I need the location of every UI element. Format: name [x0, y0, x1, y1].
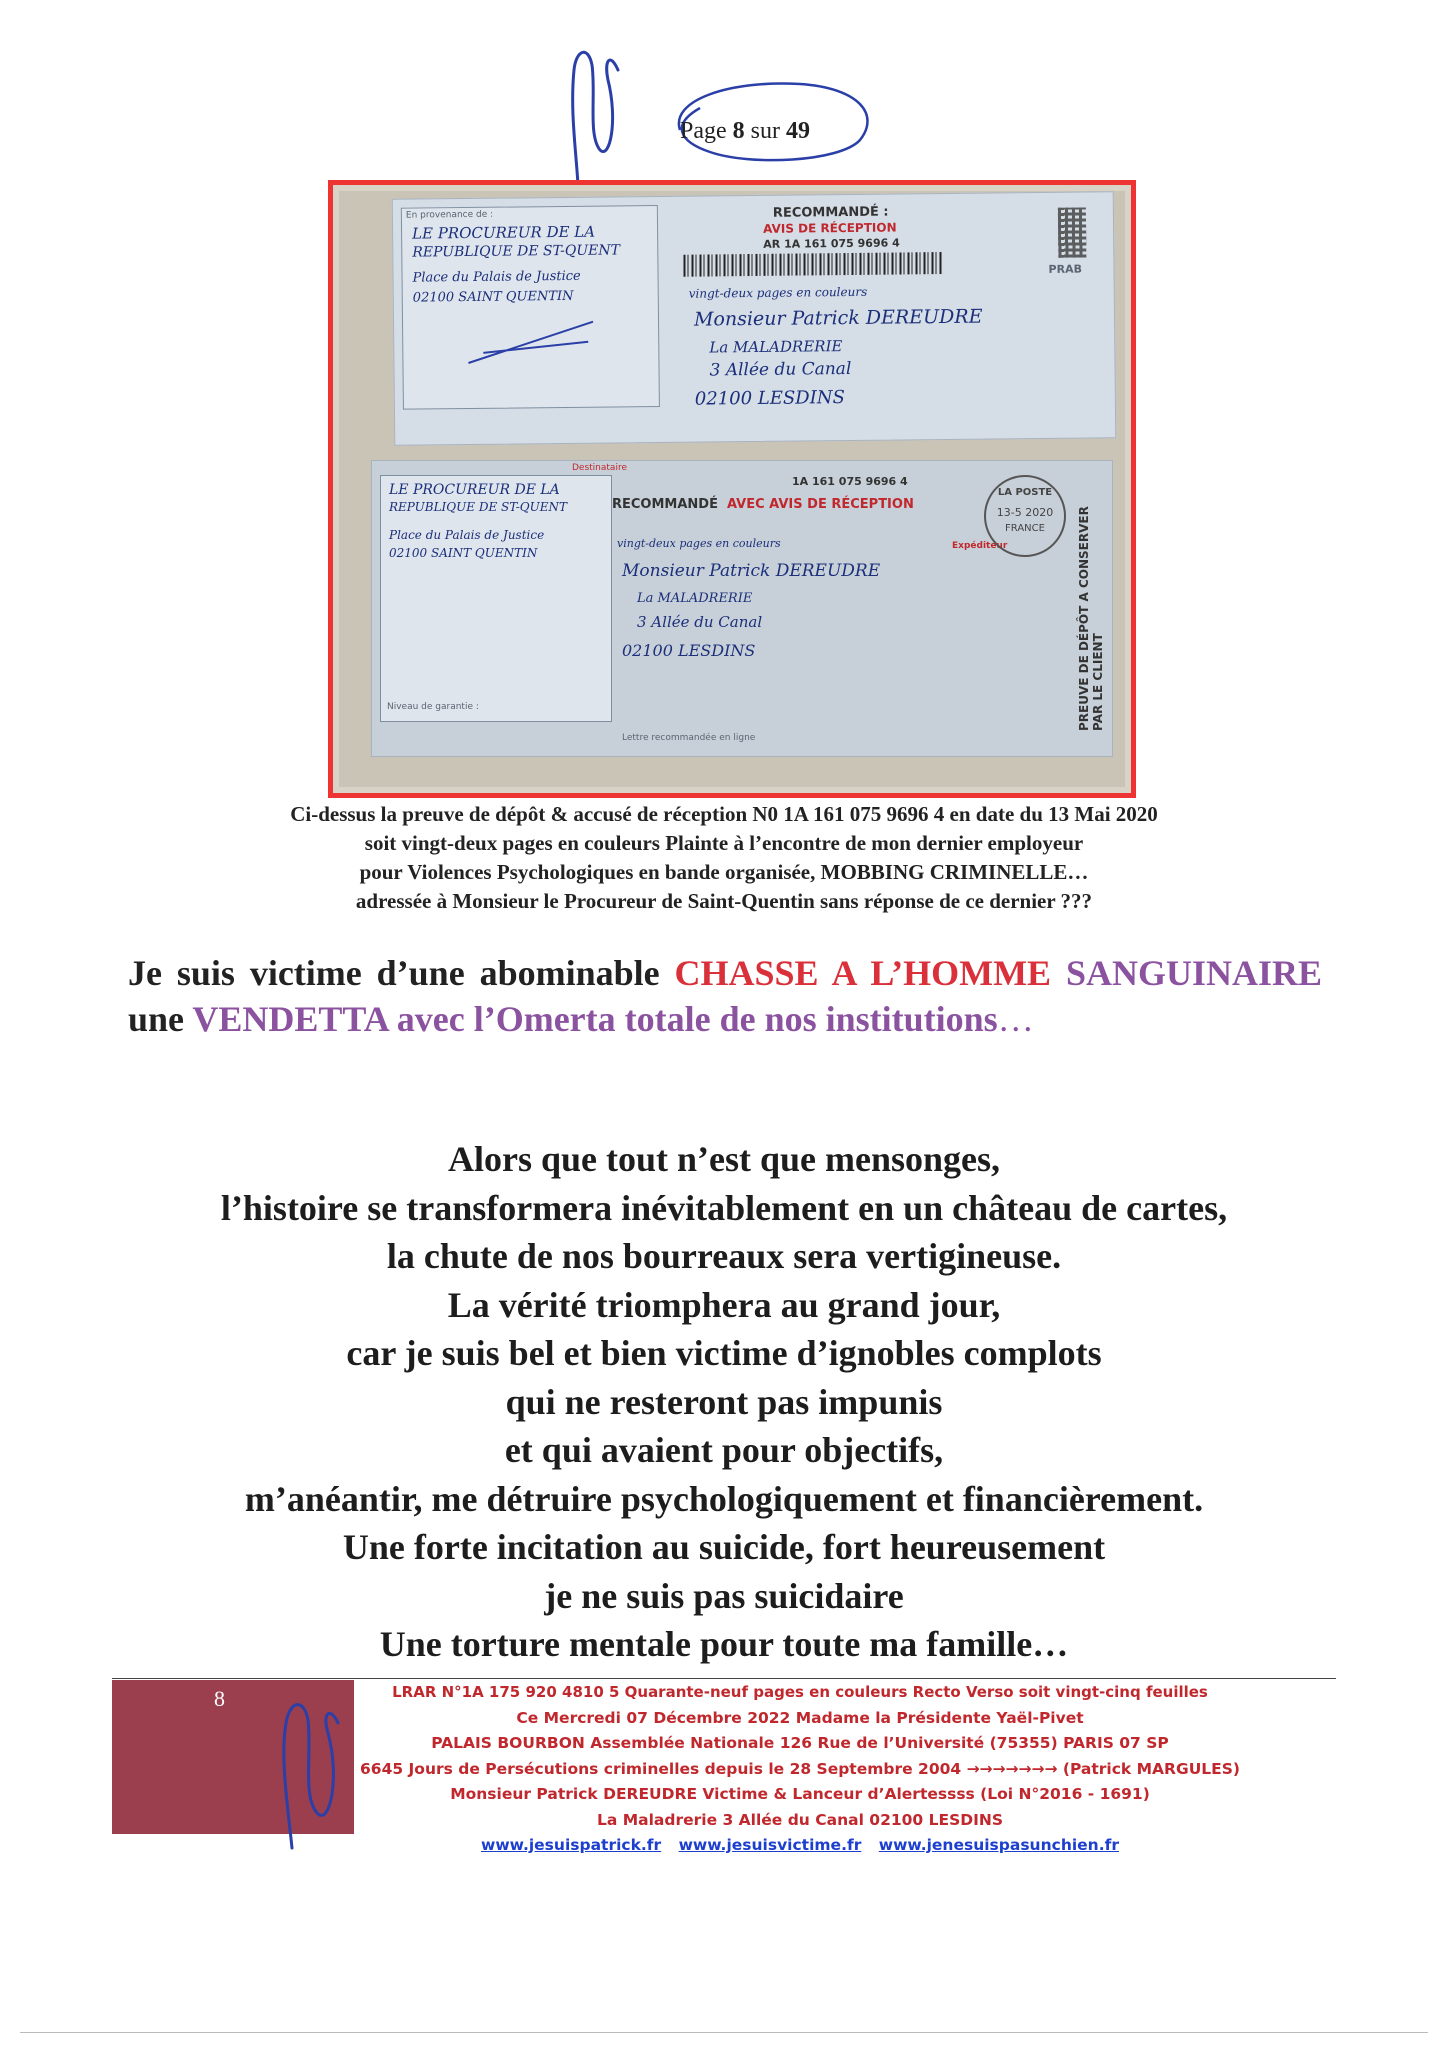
caption-line: adressée à Monsieur le Procureur de Saint-Quentin sans réponse de ce dernier ???	[355, 889, 1093, 913]
page-total: 49	[786, 118, 810, 144]
photo-caption	[150, 800, 1298, 916]
destinataire-box	[380, 475, 612, 722]
expediteur-label: Expéditeur	[952, 541, 1008, 551]
caption-line: pour Violences Psychologiques en bande organisée, MOBBING CRIMINELLE…	[359, 860, 1089, 884]
recipient-line: Monsieur Patrick DEREUDRE	[693, 305, 983, 331]
handwritten-signature	[262, 1688, 352, 1858]
poem-line: et qui avaient pour objectifs,	[504, 1430, 944, 1470]
footer-line: La Maladrerie 3 Allée du Canal 02100 LESDINS	[596, 1810, 1003, 1829]
victim-statement	[128, 950, 1322, 1042]
recipient-line: 02100 LESDINS	[694, 387, 845, 410]
footer-line: LRAR N°1A 175 920 4810 5 Quarante-neuf pages en couleurs Recto Verso soit vingt-cinq feuilles	[392, 1683, 1208, 1701]
poem-line: l’histoire se transformera inévitablement en un château de cartes,	[220, 1187, 1228, 1228]
stamp-top: LA POSTE	[997, 487, 1053, 498]
poem-line: Alors que tout n’est que mensonges,	[447, 1139, 1001, 1179]
slip-code: PRAB	[1048, 262, 1083, 276]
page-bottom-rule	[20, 2032, 1428, 2033]
deposit-proof-slip	[371, 460, 1113, 757]
sender-line: La MALADRERIE	[637, 591, 753, 606]
statement-highlight-purple: SANGUINAIRE	[1065, 953, 1323, 993]
sender-line: 02100 LESDINS	[622, 641, 756, 660]
footer-line: Ce Mercredi 07 Décembre 2022 Madame la Présidente Yaël-Pivet	[516, 1708, 1084, 1727]
online-note: Lettre recommandée en ligne	[622, 733, 756, 743]
poem-line: car je suis bel et bien victime d’ignobles complots	[346, 1333, 1102, 1373]
tracking-number: AR 1A 161 075 9696 4	[763, 236, 900, 251]
stamp-bottom: FRANCE	[1005, 523, 1045, 534]
poem-line: la chute de nos bourreaux sera vertigineuse.	[386, 1236, 1062, 1276]
caption-line: Ci-dessus la preuve de dépôt & accusé de réception N0 1A 161 075 9696 4 en date du 13 Mai 2020	[290, 802, 1158, 826]
footer-line: 6645 Jours de Persécutions criminelles depuis le 28 Septembre 2004 →→→→→→→ (Patrick MARGULES)	[360, 1759, 1240, 1778]
garantie-label: Niveau de garantie :	[387, 702, 479, 712]
slip-subtitle: AVIS DE RÉCEPTION	[762, 220, 897, 236]
footer-line: PALAIS BOURBON Assemblée Nationale 126 Rue de l’Université (75355) PARIS 07 SP	[431, 1734, 1169, 1752]
sender-line: 02100 SAINT QUENTIN	[412, 288, 574, 306]
statement-highlight-red: CHASSE A L’HOMME	[674, 953, 1052, 993]
statement-highlight-purple: VENDETTA avec l’Omerta totale de nos institutions	[192, 999, 998, 1039]
recipient-line: La MALADRERIE	[709, 337, 843, 357]
link-jenesuispasunchien[interactable]: www.jenesuispasunchien.fr	[878, 1836, 1119, 1854]
page-word: Page	[680, 118, 727, 144]
poem-line: Une forte incitation au suicide, fort heureusement	[342, 1527, 1106, 1567]
sender-label: En provenance de :	[405, 209, 494, 221]
statement-text: une	[128, 999, 193, 1039]
content-description: vingt-deux pages en couleurs	[688, 284, 868, 301]
dest-line: 02100 SAINT QUENTIN	[389, 546, 538, 560]
statement-ellipsis: …	[997, 999, 1034, 1039]
sender-line: 3 Allée du Canal	[637, 613, 763, 631]
postmark-stamp	[984, 475, 1066, 557]
caption-line: soit vingt-deux pages en couleurs Plainte à l’encontre de mon dernier employeur	[364, 831, 1084, 855]
acknowledgment-slip	[392, 191, 1117, 446]
handwritten-signature	[548, 40, 628, 190]
tracking-number: 1A 161 075 9696 4	[792, 475, 908, 488]
link-jesuispatrick[interactable]: www.jesuispatrick.fr	[481, 1836, 662, 1854]
deposit-proof-vertical: PREUVE DE DÉPÔT A CONSERVER PAR LE CLIENT	[1077, 506, 1105, 731]
poem-line: La vérité triomphera au grand jour,	[447, 1284, 1001, 1325]
statement-text: Je suis victime d’une abominable	[128, 953, 675, 993]
poem-line: je ne suis pas suicidaire	[544, 1575, 904, 1616]
slip-title: RECOMMANDÉ	[612, 497, 718, 512]
poem-line: m’anéantir, me détruire psychologiquement et financièrement.	[244, 1478, 1204, 1519]
page-sep: sur	[750, 118, 780, 144]
dest-line: LE PROCUREUR DE LA	[389, 482, 560, 498]
dest-line: Place du Palais de Justice	[389, 528, 545, 542]
qr-code	[1058, 208, 1087, 258]
sender-line: LE PROCUREUR DE LA	[411, 222, 596, 243]
footer-links	[360, 1833, 1240, 1859]
footer-divider	[112, 1678, 1336, 1679]
footer-text	[360, 1680, 1240, 1859]
sender-box	[401, 205, 660, 410]
slip-title: RECOMMANDÉ :	[772, 204, 889, 221]
barcode	[683, 252, 943, 277]
recipient-line: 3 Allée du Canal	[709, 358, 852, 381]
sender-line: Monsieur Patrick DEREUDRE	[622, 561, 881, 581]
poem-line: Une torture mentale pour toute ma famille…	[379, 1624, 1069, 1664]
cross-out-scribble	[463, 312, 604, 373]
page-counter	[680, 118, 810, 145]
poem-line: qui ne resteront pas impunis	[505, 1381, 943, 1422]
footer-page-number: 8	[214, 1686, 225, 1711]
content-description: vingt-deux pages en couleurs	[617, 537, 781, 550]
page-number: 8	[732, 118, 745, 144]
sender-line: REPUBLIQUE DE ST-QUENT	[412, 242, 621, 261]
link-jesuisvictime[interactable]: www.jesuisvictime.fr	[678, 1836, 862, 1854]
footer-line: Monsieur Patrick DEREUDRE Victime & Lanceur d’Alertessss (Loi N°2016 - 1691)	[450, 1785, 1150, 1803]
slip-title-red: AVEC AVIS DE RÉCEPTION	[727, 497, 914, 512]
centered-poem	[120, 1135, 1328, 1669]
stamp-date: 13-5 2020	[996, 506, 1054, 519]
dest-line: REPUBLIQUE DE ST-QUENT	[389, 500, 567, 514]
destinataire-label: Destinataire	[572, 463, 627, 473]
sender-line: Place du Palais de Justice	[412, 268, 581, 286]
registered-mail-photo	[328, 180, 1136, 798]
